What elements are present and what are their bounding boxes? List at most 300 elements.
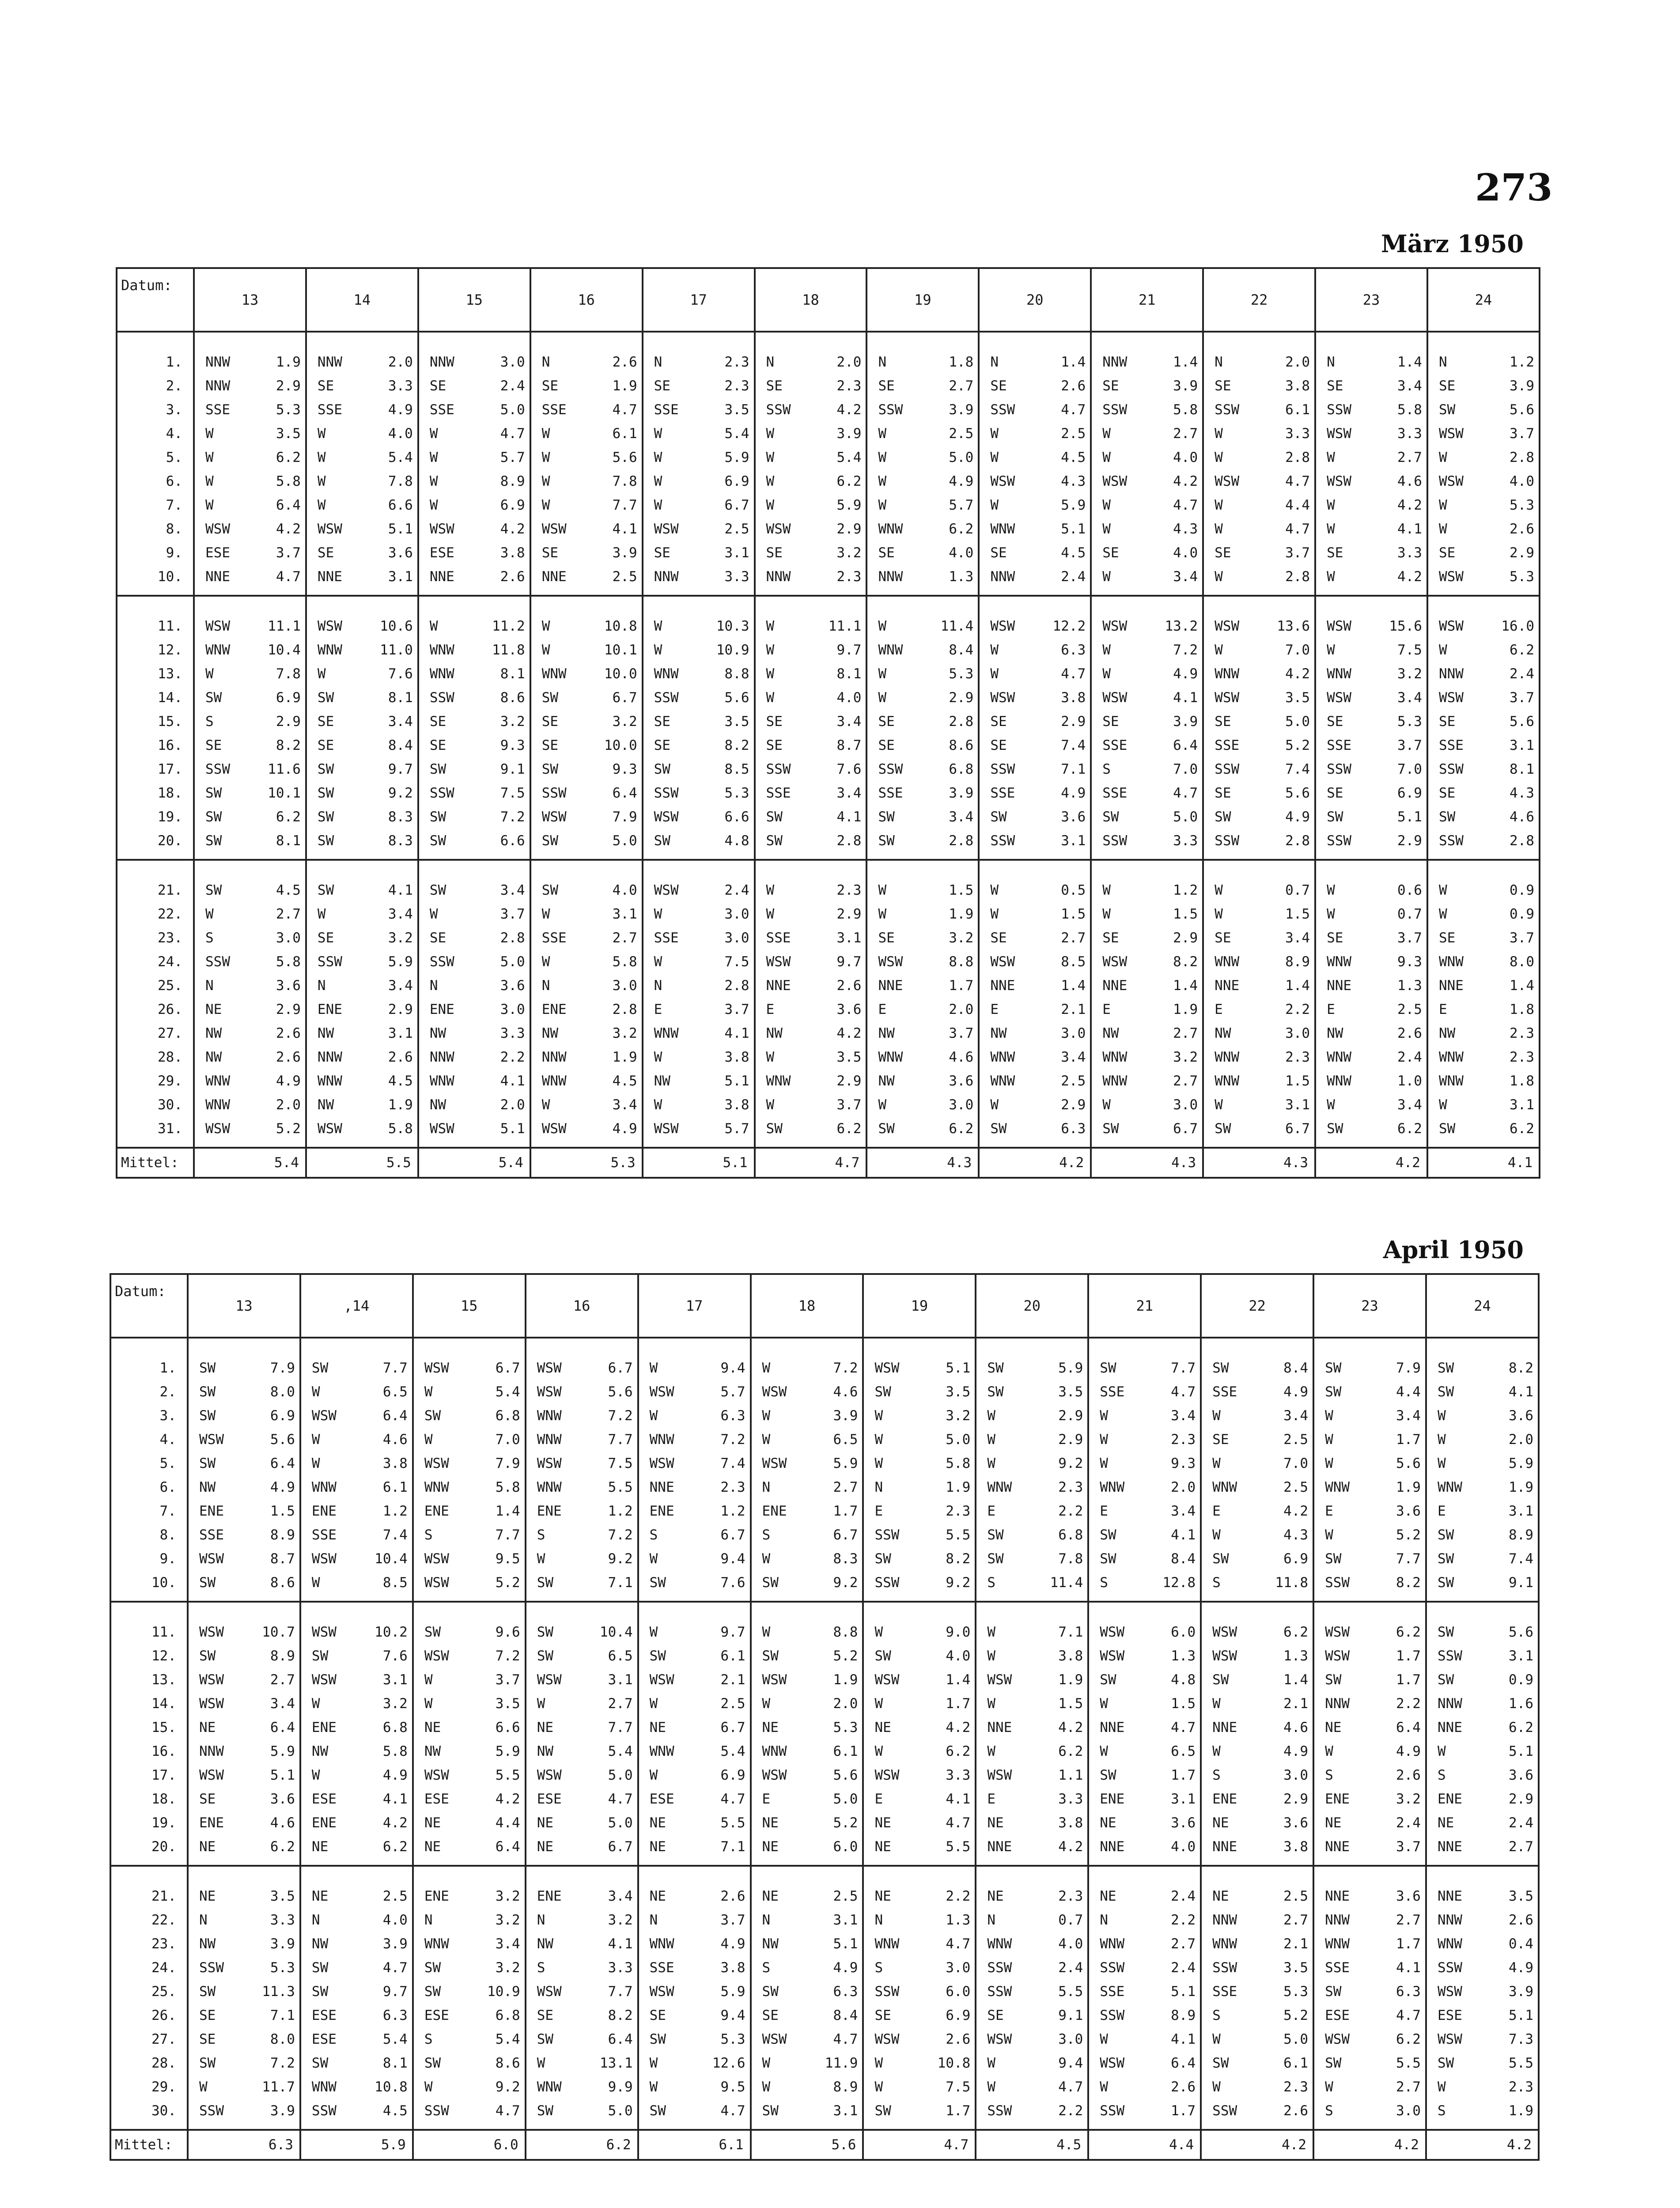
day-label: 1. — [110, 1338, 188, 1380]
wind-speed: 3.3 — [1173, 833, 1198, 849]
wind-direction: ENE — [537, 1888, 562, 1904]
wind-cell — [638, 1571, 751, 1602]
wind-direction: SW — [1438, 1121, 1456, 1137]
wind-direction: ENE — [424, 1503, 449, 1519]
day-label: 20. — [117, 829, 194, 860]
table-row — [117, 1021, 1540, 1045]
wind-cell — [530, 1045, 643, 1069]
wind-cell — [1201, 1716, 1313, 1739]
wind-cell — [638, 1932, 751, 1956]
wind-speed: 5.5 — [946, 1527, 971, 1543]
wind-direction: W — [429, 618, 438, 634]
table-row — [117, 565, 1540, 596]
wind-cell — [1091, 493, 1203, 517]
wind-speed: 3.9 — [1173, 378, 1198, 394]
wind-cell — [863, 1547, 976, 1571]
wind-speed: 8.0 — [270, 2031, 295, 2047]
wind-direction: W — [878, 906, 887, 922]
wind-speed: 3.6 — [1061, 809, 1086, 825]
wind-speed: 2.9 — [1283, 1791, 1309, 1807]
wind-speed: 3.8 — [1283, 1839, 1309, 1855]
wind-cell — [526, 1787, 638, 1811]
wind-speed: 2.4 — [1396, 1815, 1421, 1831]
wind-cell — [976, 1866, 1088, 1908]
wind-cell — [1315, 686, 1427, 710]
wind-direction: W — [878, 690, 887, 706]
wind-speed: 2.3 — [1058, 1888, 1083, 1904]
day-label: 12. — [110, 1644, 188, 1668]
wind-direction: SW — [1215, 809, 1231, 825]
wind-speed: 5.8 — [1173, 402, 1198, 418]
wind-speed: 2.5 — [1061, 1073, 1086, 1089]
wind-speed: 5.5 — [608, 1479, 633, 1495]
wind-cell — [526, 1811, 638, 1835]
wind-direction: SE — [878, 378, 895, 394]
wind-cell — [755, 638, 867, 662]
wind-cell — [418, 686, 530, 710]
wind-speed: 2.9 — [836, 906, 862, 922]
wind-cell — [530, 1117, 643, 1148]
wind-direction: ENE — [199, 1815, 224, 1831]
wind-cell — [300, 2099, 413, 2130]
wind-speed: 1.4 — [1510, 978, 1534, 994]
wind-speed: 3.4 — [949, 809, 974, 825]
wind-cell — [1426, 1835, 1539, 1866]
wind-speed: 7.6 — [382, 1648, 408, 1664]
wind-cell — [188, 1404, 300, 1428]
wind-cell — [638, 1692, 751, 1716]
wind-cell — [300, 1602, 413, 1644]
wind-cell — [300, 1716, 413, 1739]
wind-cell — [530, 998, 643, 1021]
wind-speed: 3.5 — [724, 714, 749, 730]
wind-speed: 6.9 — [946, 2008, 971, 2023]
wind-cell — [188, 1523, 300, 1547]
wind-cell — [413, 1668, 526, 1692]
wind-speed: 3.2 — [836, 545, 862, 561]
wind-speed: 4.9 — [1285, 809, 1310, 825]
wind-cell — [1315, 398, 1427, 422]
wind-cell — [1203, 829, 1315, 860]
wind-direction: SW — [654, 833, 670, 849]
wind-direction: W — [1100, 1432, 1108, 1448]
mean-value: 4.2 — [1315, 1148, 1427, 1178]
wind-speed: 8.1 — [500, 666, 525, 682]
wind-direction: N — [317, 978, 326, 994]
wind-speed: 2.3 — [724, 354, 749, 370]
wind-speed: 6.7 — [720, 1527, 745, 1543]
wind-cell — [306, 446, 418, 469]
wind-cell — [306, 541, 418, 565]
wind-cell — [306, 1021, 418, 1045]
day-label: 16. — [117, 733, 194, 757]
wind-direction: S — [987, 1575, 996, 1591]
wind-direction: N — [199, 1912, 208, 1928]
wind-cell — [979, 781, 1091, 805]
wind-cell — [530, 493, 643, 517]
table-row — [110, 1428, 1539, 1452]
wind-cell — [1313, 1428, 1426, 1452]
wind-speed: 5.4 — [720, 1743, 745, 1759]
wind-speed: 5.2 — [833, 1648, 858, 1664]
wind-speed: 9.3 — [1397, 954, 1422, 970]
wind-direction: W — [424, 1432, 433, 1448]
day-label: 29. — [117, 1069, 194, 1093]
wind-speed: 5.5 — [495, 1767, 520, 1783]
wind-cell — [300, 1739, 413, 1763]
wind-cell — [306, 686, 418, 710]
wind-cell — [1427, 565, 1540, 596]
wind-cell — [638, 1338, 751, 1380]
wind-speed: 2.8 — [836, 833, 862, 849]
wind-direction: WNW — [537, 2079, 562, 2095]
wind-speed: 6.8 — [1058, 1527, 1083, 1543]
wind-direction: W — [1325, 2079, 1333, 2095]
wind-cell — [1427, 950, 1540, 974]
wind-speed: 7.9 — [1396, 1360, 1421, 1376]
wind-direction: W — [1325, 1408, 1333, 1424]
wind-direction: S — [1212, 1575, 1221, 1591]
table-row — [117, 1045, 1540, 1069]
day-label: 21. — [110, 1866, 188, 1908]
wind-speed: 3.5 — [724, 402, 749, 418]
table-row — [117, 1069, 1540, 1093]
wind-speed: 2.2 — [1396, 1696, 1421, 1712]
wind-direction: S — [1212, 2008, 1221, 2023]
wind-direction: W — [766, 473, 775, 489]
wind-direction: W — [1102, 521, 1111, 537]
wind-direction: W — [990, 666, 999, 682]
wind-direction: E — [1327, 1002, 1335, 1017]
wind-cell — [638, 1956, 751, 1980]
wind-direction: WNW — [537, 1479, 562, 1495]
wind-direction: W — [1437, 1743, 1446, 1759]
wind-speed: 4.9 — [833, 1960, 858, 1976]
wind-cell — [300, 1404, 413, 1428]
wind-cell — [526, 1932, 638, 1956]
wind-cell — [1427, 1069, 1540, 1093]
wind-speed: 2.8 — [1285, 450, 1310, 465]
wind-speed: 3.0 — [949, 1097, 974, 1113]
wind-cell — [1203, 710, 1315, 733]
wind-speed: 5.0 — [608, 1815, 633, 1831]
wind-direction: SSW — [199, 2103, 224, 2119]
wind-direction: ESE — [311, 2008, 337, 2023]
wind-speed: 2.2 — [500, 1049, 525, 1065]
wind-direction: SSE — [541, 930, 567, 946]
wind-speed: 2.7 — [270, 1672, 295, 1688]
wind-cell — [300, 1866, 413, 1908]
wind-cell — [1203, 781, 1315, 805]
table-row — [117, 781, 1540, 805]
wind-speed: 2.9 — [1397, 833, 1422, 849]
wind-cell — [638, 1716, 751, 1739]
wind-cell — [1426, 2099, 1539, 2130]
table-row — [110, 1980, 1539, 2004]
wind-direction: W — [990, 497, 999, 513]
wind-cell — [638, 1866, 751, 1908]
wind-direction: WNW — [1325, 1479, 1350, 1495]
wind-direction: W — [990, 882, 999, 898]
wind-speed: 3.2 — [495, 1912, 520, 1928]
wind-cell — [306, 926, 418, 950]
wind-cell — [1201, 1571, 1313, 1602]
day-label: 17. — [110, 1763, 188, 1787]
wind-cell — [194, 422, 306, 446]
wind-speed: 7.7 — [382, 1360, 408, 1376]
wind-direction: NNW — [990, 569, 1015, 585]
wind-direction: W — [766, 1097, 775, 1113]
wind-direction: WSW — [987, 1767, 1012, 1783]
wind-direction: WSW — [424, 1551, 449, 1567]
wind-direction: W — [878, 450, 887, 465]
wind-speed: 3.4 — [836, 785, 862, 801]
wind-direction: W — [874, 1456, 883, 1471]
wind-speed: 8.6 — [270, 1575, 295, 1591]
wind-direction: WNW — [429, 1073, 454, 1089]
wind-speed: 2.6 — [1061, 378, 1086, 394]
wind-cell — [979, 1021, 1091, 1045]
wind-speed: 10.4 — [599, 1624, 633, 1640]
wind-cell — [863, 1380, 976, 1404]
wind-speed: 9.7 — [720, 1624, 745, 1640]
table-row — [117, 1117, 1540, 1148]
wind-speed: 4.7 — [608, 1791, 633, 1807]
wind-direction: WNW — [1438, 1073, 1464, 1089]
wind-direction: N — [874, 1479, 883, 1495]
wind-speed: 9.4 — [720, 2008, 745, 2023]
wind-speed: 2.8 — [949, 833, 974, 849]
wind-cell — [755, 374, 867, 398]
wind-cell — [526, 1739, 638, 1763]
day-label: 10. — [117, 565, 194, 596]
datum-label: Datum: — [117, 268, 194, 332]
wind-cell — [1313, 1692, 1426, 1716]
wind-speed: 8.9 — [833, 2079, 858, 2095]
mean-row — [110, 2130, 1539, 2160]
wind-direction: SW — [1325, 1360, 1342, 1376]
wind-speed: 8.4 — [388, 737, 413, 753]
wind-direction: ENE — [317, 1002, 342, 1017]
wind-direction: SSE — [1100, 1984, 1125, 2000]
wind-cell — [863, 1835, 976, 1866]
wind-cell — [1091, 757, 1203, 781]
wind-direction: W — [654, 497, 662, 513]
wind-direction: SW — [1102, 809, 1119, 825]
wind-speed: 4.0 — [1510, 473, 1534, 489]
wind-speed: 1.9 — [276, 354, 301, 370]
wind-speed: 1.4 — [1173, 978, 1198, 994]
wind-cell — [1091, 596, 1203, 638]
wind-direction: SSW — [990, 833, 1015, 849]
wind-speed: 3.0 — [724, 930, 749, 946]
wind-cell — [306, 1069, 418, 1093]
wind-cell — [979, 998, 1091, 1021]
wind-cell — [866, 332, 979, 374]
wind-cell — [643, 805, 755, 829]
wind-direction: SSW — [1100, 1960, 1125, 1976]
column-header: 15 — [413, 1274, 526, 1338]
wind-direction: SSW — [878, 402, 903, 418]
wind-cell — [188, 1571, 300, 1602]
wind-speed: 6.8 — [382, 1720, 408, 1735]
wind-speed: 5.0 — [833, 1791, 858, 1807]
wind-direction: W — [429, 426, 438, 442]
wind-speed: 6.4 — [270, 1720, 295, 1735]
wind-cell — [979, 398, 1091, 422]
wind-direction: W — [317, 666, 326, 682]
wind-cell — [976, 2075, 1088, 2099]
wind-direction: SSW — [987, 1984, 1012, 2000]
wind-direction: WNW — [1215, 954, 1240, 970]
wind-direction: SE — [429, 930, 446, 946]
wind-direction: WNW — [987, 1479, 1012, 1495]
day-label: 24. — [110, 1956, 188, 1980]
wind-direction: S — [1437, 2103, 1446, 2119]
wind-speed: 1.4 — [1397, 354, 1422, 370]
wind-cell — [526, 2027, 638, 2051]
wind-direction: SW — [537, 1624, 554, 1640]
wind-speed: 5.1 — [724, 1073, 749, 1089]
wind-cell — [976, 1428, 1088, 1452]
wind-speed: 6.1 — [382, 1479, 408, 1495]
wind-direction: W — [1102, 1097, 1111, 1113]
wind-direction: SE — [1102, 378, 1119, 394]
wind-speed: 3.4 — [1396, 1408, 1421, 1424]
wind-cell — [976, 1475, 1088, 1499]
table-row — [110, 2099, 1539, 2130]
wind-speed: 7.6 — [388, 666, 413, 682]
wind-speed: 2.4 — [1058, 1960, 1083, 1976]
wind-direction: W — [1102, 642, 1111, 658]
wind-speed: 4.1 — [612, 521, 637, 537]
wind-direction: ENE — [1437, 1791, 1462, 1807]
wind-speed: 7.3 — [1509, 2031, 1533, 2047]
wind-direction: NNE — [987, 1720, 1012, 1735]
wind-cell — [1313, 1499, 1426, 1523]
wind-cell — [526, 2075, 638, 2099]
wind-cell — [863, 1499, 976, 1523]
wind-direction: NW — [317, 1025, 334, 1041]
wind-cell — [1426, 1338, 1539, 1380]
wind-direction: NE — [311, 1888, 329, 1904]
wind-direction: SW — [762, 1648, 779, 1664]
wind-direction: SSW — [1100, 2008, 1125, 2023]
wind-direction: W — [654, 618, 662, 634]
wind-speed: 6.2 — [949, 521, 974, 537]
wind-direction: N — [429, 978, 438, 994]
table-row — [117, 517, 1540, 541]
wind-direction: WSW — [766, 954, 791, 970]
wind-speed: 2.9 — [276, 378, 301, 394]
wind-speed: 4.9 — [1283, 1384, 1309, 1400]
wind-direction: WNW — [424, 1936, 449, 1952]
wind-direction: NE — [649, 1888, 666, 1904]
wind-cell — [638, 1763, 751, 1787]
column-header: 18 — [755, 268, 867, 332]
wind-speed: 11.1 — [828, 618, 862, 634]
wind-cell — [413, 1523, 526, 1547]
day-label: 9. — [110, 1547, 188, 1571]
wind-speed: 9.9 — [608, 2079, 633, 2095]
wind-cell — [643, 422, 755, 446]
day-label: 23. — [117, 926, 194, 950]
wind-direction: SW — [424, 1984, 441, 2000]
wind-direction: WSW — [424, 1360, 449, 1376]
wind-cell — [194, 596, 306, 638]
wind-cell — [643, 829, 755, 860]
wind-speed: 6.8 — [495, 1408, 520, 1424]
wind-direction: W — [429, 906, 438, 922]
wind-speed: 3.6 — [1396, 1503, 1421, 1519]
wind-cell — [979, 422, 1091, 446]
wind-direction: NE — [987, 1815, 1004, 1831]
wind-speed: 3.7 — [949, 1025, 974, 1041]
wind-speed: 4.3 — [1510, 785, 1534, 801]
wind-cell — [1313, 2099, 1426, 2130]
wind-direction: W — [424, 1384, 433, 1400]
wind-direction: WNW — [205, 1073, 230, 1089]
wind-cell — [194, 829, 306, 860]
day-label: 28. — [117, 1045, 194, 1069]
mean-value: 4.1 — [1427, 1148, 1540, 1178]
wind-direction: SW — [878, 809, 895, 825]
wind-speed: 5.8 — [276, 473, 301, 489]
wind-cell — [755, 781, 867, 805]
wind-cell — [751, 2027, 863, 2051]
wind-cell — [755, 860, 867, 902]
wind-speed: 2.3 — [836, 882, 862, 898]
table-row — [117, 596, 1540, 638]
wind-cell — [1313, 1956, 1426, 1980]
wind-speed: 2.3 — [836, 569, 862, 585]
wind-cell — [188, 1475, 300, 1499]
wind-cell — [751, 1428, 863, 1452]
wind-speed: 9.2 — [388, 785, 413, 801]
wind-speed: 4.1 — [946, 1791, 971, 1807]
wind-direction: W — [1102, 450, 1111, 465]
wind-speed: 5.9 — [1058, 1360, 1083, 1376]
wind-direction: WNW — [1215, 1073, 1240, 1089]
wind-direction: W — [990, 426, 999, 442]
wind-speed: 2.6 — [1397, 1025, 1422, 1041]
wind-speed: 0.7 — [1058, 1912, 1083, 1928]
wind-direction: W — [424, 1696, 433, 1712]
wind-direction: W — [762, 2055, 771, 2071]
wind-direction: N — [1438, 354, 1447, 370]
wind-speed: 4.6 — [833, 1384, 858, 1400]
wind-cell — [979, 638, 1091, 662]
wind-speed: 1.8 — [1510, 1073, 1534, 1089]
wind-cell — [306, 733, 418, 757]
wind-cell — [1313, 1404, 1426, 1428]
wind-speed: 9.7 — [836, 642, 862, 658]
wind-cell — [863, 1787, 976, 1811]
wind-direction: SW — [766, 1121, 783, 1137]
wind-cell — [979, 902, 1091, 926]
wind-direction: SE — [429, 714, 446, 730]
wind-cell — [755, 565, 867, 596]
wind-direction: SSW — [990, 402, 1015, 418]
wind-direction: SE — [199, 1791, 216, 1807]
wind-cell — [1091, 662, 1203, 686]
wind-cell — [1091, 469, 1203, 493]
wind-direction: SW — [1100, 1672, 1116, 1688]
wind-cell — [413, 1602, 526, 1644]
wind-direction: WSW — [990, 618, 1015, 634]
wind-speed: 2.7 — [833, 1479, 858, 1495]
wind-direction: WSW — [1327, 473, 1352, 489]
